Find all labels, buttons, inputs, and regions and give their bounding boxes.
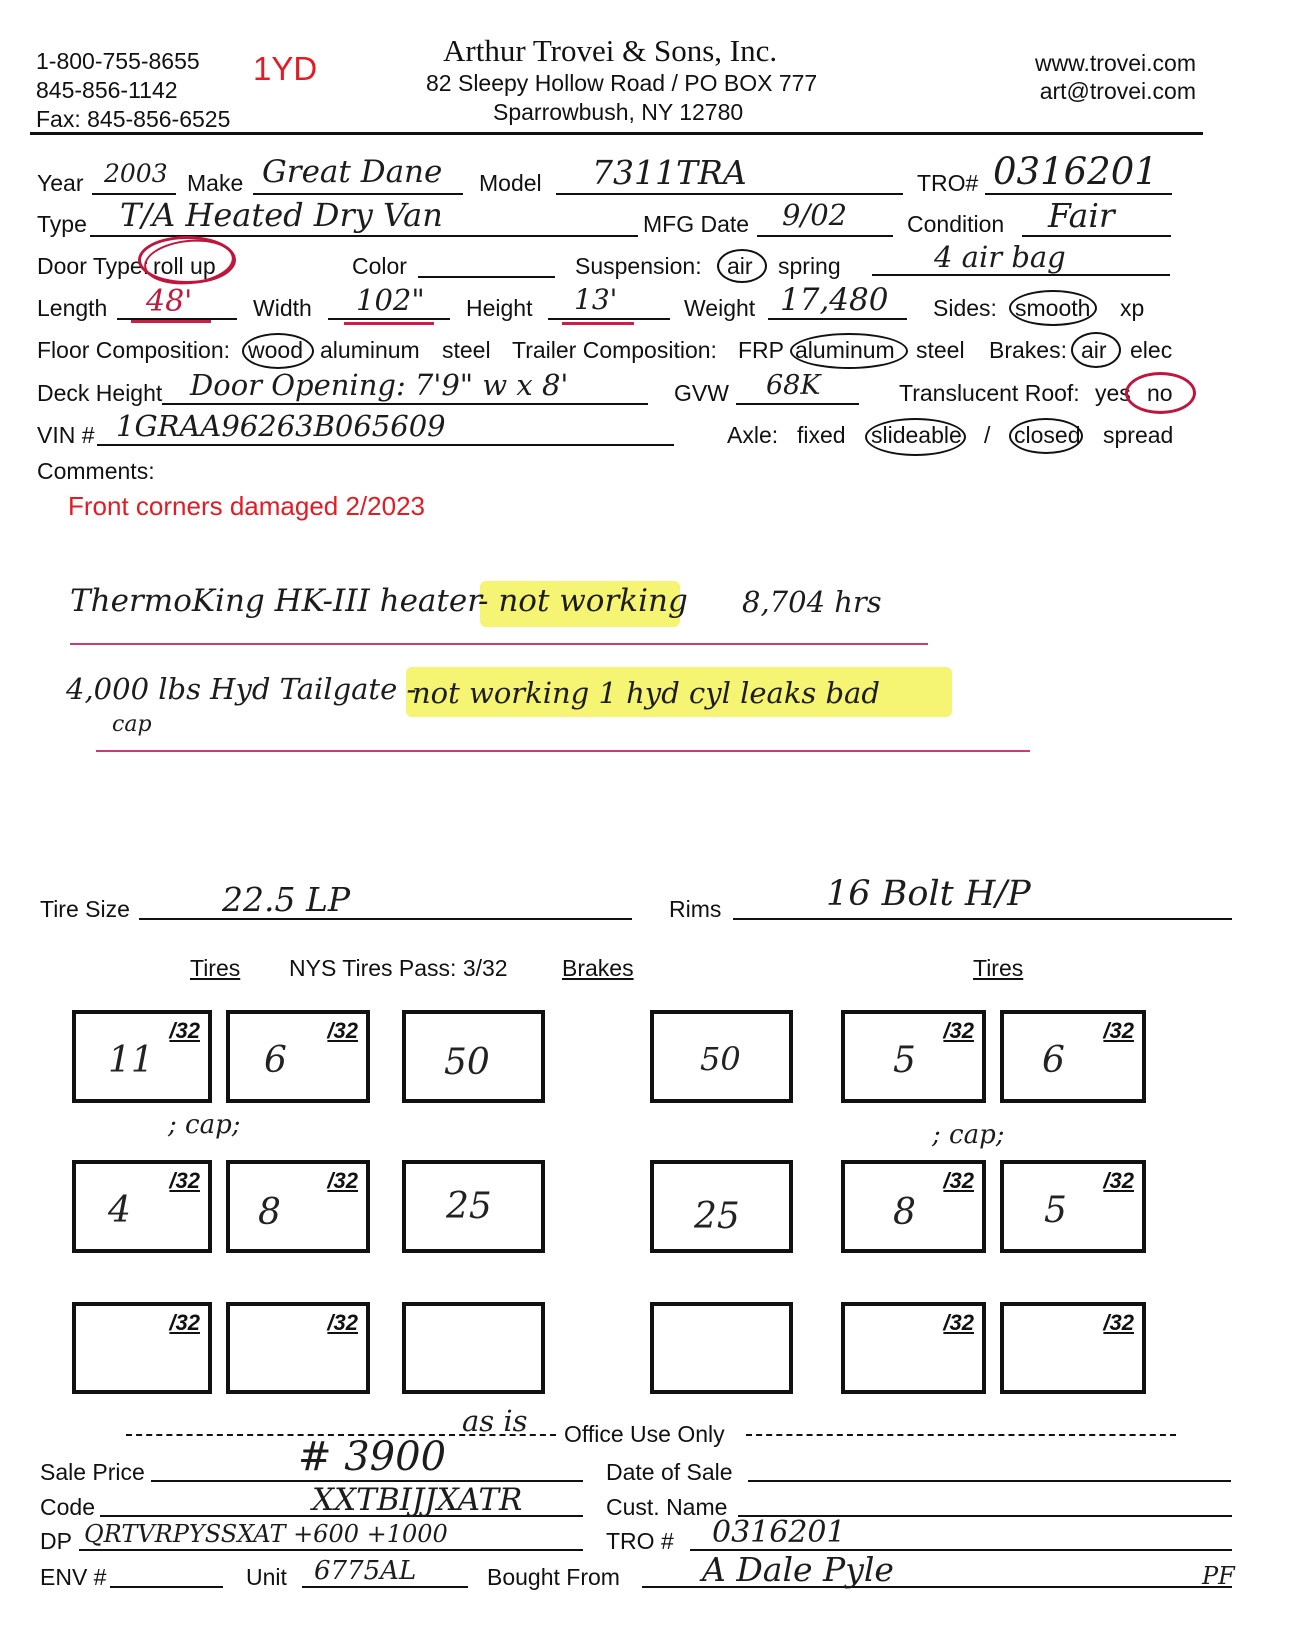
tire-size-line (139, 918, 632, 920)
date-of-sale-line (748, 1480, 1231, 1482)
condition-label: Condition (907, 211, 1005, 237)
sides-smooth-circle (1009, 290, 1097, 326)
tro-value: 0316201 (993, 150, 1158, 193)
unit-label: Unit (246, 1564, 287, 1590)
length-red-underline (131, 320, 211, 323)
nys-tires-pass: NYS Tires Pass: 3/32 (289, 955, 508, 981)
bought-from-label: Bought From (487, 1564, 620, 1590)
tro-office-label: TRO # (606, 1528, 674, 1554)
unit-line (302, 1586, 468, 1588)
tires-right-heading: Tires (973, 955, 1024, 981)
suspension-option-spring[interactable]: spring (778, 253, 841, 279)
brake-value: 25 (446, 1186, 492, 1227)
translucent-roof-label: Translucent Roof: (899, 380, 1080, 406)
condition-value: Fair (1048, 196, 1115, 235)
tread-fraction: /32 (327, 1168, 358, 1193)
type-value: T/A Heated Dry Van (120, 196, 443, 234)
roof-option-no[interactable]: no (1147, 380, 1173, 406)
height-value: 13' (574, 283, 618, 316)
length-label: Length (37, 295, 108, 321)
suspension-detail-value: 4 air bag (934, 240, 1066, 274)
phone-1: 1-800-755-8655 (36, 48, 200, 74)
header-divider (30, 132, 1203, 135)
axle-slideable-circle (865, 418, 966, 456)
trailer-option-aluminum[interactable]: aluminum (795, 337, 895, 363)
height-line (548, 318, 670, 320)
tire-box-r2-right-inner[interactable] (841, 1160, 986, 1253)
floor-composition-label: Floor Composition: (37, 337, 231, 363)
color-line (418, 276, 555, 278)
weight-value: 17,480 (780, 282, 889, 318)
rims-line (733, 918, 1232, 920)
tire-box-r2-left-outer[interactable] (72, 1160, 212, 1253)
phone-2: 845-856-1142 (36, 77, 178, 103)
comment-line-1b: - not working (478, 583, 688, 619)
height-red-underline (562, 322, 634, 325)
trailer-aluminum-circle (790, 333, 908, 369)
bought-from-value: A Dale Pyle (702, 1550, 894, 1589)
brake-box-r2-left[interactable] (402, 1160, 545, 1253)
roof-option-yes[interactable]: yes (1095, 380, 1131, 406)
fax-number: Fax: 845-856-6525 (36, 106, 231, 132)
sides-option-smooth[interactable]: smooth (1015, 295, 1091, 321)
width-line (328, 318, 450, 320)
tire-note-left: ; cap; (168, 1110, 241, 1140)
tread-fraction: /32 (1103, 1310, 1134, 1335)
dp-label: DP (40, 1528, 72, 1554)
office-divider-right (746, 1434, 1176, 1436)
rims-label: Rims (669, 896, 722, 922)
sides-option-xp[interactable]: xp (1120, 295, 1145, 321)
floor-option-steel[interactable]: steel (442, 337, 491, 363)
brakes-label: Brakes: (989, 337, 1067, 363)
unit-value: 6775AL (314, 1556, 417, 1586)
tire-box-r1-right-inner[interactable] (841, 1010, 986, 1103)
roof-no-circle (1125, 372, 1196, 414)
tread-value: 4 (108, 1190, 131, 1231)
suspension-option-air[interactable]: air (727, 253, 753, 279)
trailer-composition-label: Trailer Composition: (512, 337, 717, 363)
year-line (92, 193, 176, 195)
comment-line-2a: 4,000 lbs Hyd Tailgate - (66, 672, 417, 706)
length-value: 48' (146, 284, 193, 319)
floor-option-aluminum[interactable]: aluminum (320, 337, 420, 363)
mfg-date-value: 9/02 (782, 198, 848, 232)
model-value: 7311TRA (592, 153, 747, 192)
tire-size-value: 22.5 LP (222, 880, 351, 919)
gvw-value: 68K (766, 370, 821, 401)
year-value: 2003 (104, 159, 168, 188)
axle-option-fixed[interactable]: fixed (797, 422, 846, 448)
comment-line-2b: not working 1 hyd cyl leaks bad (412, 676, 880, 710)
tread-value: 5 (1044, 1190, 1067, 1231)
brakes-heading: Brakes (562, 955, 634, 981)
env-line (110, 1586, 223, 1588)
tread-fraction: /32 (169, 1310, 200, 1335)
tread-fraction: /32 (327, 1018, 358, 1043)
tires-left-heading: Tires (190, 955, 241, 981)
tire-note-right: ; cap; (932, 1120, 1005, 1150)
brakes-air-circle (1071, 332, 1121, 368)
gvw-line (736, 403, 859, 405)
comment-line-1c: 8,704 hrs (742, 585, 882, 619)
height-label: Height (466, 295, 533, 321)
width-label: Width (253, 295, 312, 321)
deck-height-line (162, 403, 648, 405)
tread-fraction: /32 (943, 1310, 974, 1335)
suspension-detail-line (872, 274, 1170, 276)
suspension-air-circle (717, 249, 767, 283)
tread-fraction: /32 (1103, 1018, 1134, 1043)
weight-line (768, 318, 907, 320)
comment-underline-2 (96, 750, 1030, 752)
make-line (253, 193, 463, 195)
brake-box-r2-right[interactable] (650, 1160, 793, 1253)
as-is-note: as is (462, 1404, 528, 1438)
brake-value: 25 (694, 1196, 740, 1237)
vin-label: VIN # (37, 422, 95, 448)
trailer-option-steel[interactable]: steel (916, 337, 965, 363)
make-value: Great Dane (262, 154, 443, 190)
typed-comment: Front corners damaged 2/2023 (68, 491, 425, 521)
tread-fraction: /32 (943, 1018, 974, 1043)
floor-option-wood[interactable]: wood (248, 337, 303, 363)
gvw-label: GVW (674, 380, 729, 406)
tread-value: 6 (1042, 1040, 1065, 1081)
office-use-only-label: Office Use Only (564, 1421, 725, 1447)
comment-underline-1 (70, 643, 928, 645)
floor-wood-circle (242, 333, 314, 369)
tread-fraction: /32 (327, 1310, 358, 1335)
suspension-label: Suspension: (575, 253, 702, 279)
weight-label: Weight (684, 295, 756, 321)
model-label: Model (479, 170, 542, 196)
company-email: art@trovei.com (1039, 78, 1196, 104)
width-red-underline (344, 322, 434, 325)
tire-box-r1-left-outer[interactable] (72, 1010, 212, 1103)
tread-fraction: /32 (169, 1168, 200, 1193)
tire-size-label: Tire Size (40, 896, 130, 922)
sale-price-value: # 3900 (298, 1434, 447, 1480)
tire-box-r2-right-outer[interactable] (1000, 1160, 1146, 1253)
tread-value: 8 (258, 1192, 281, 1233)
date-of-sale-label: Date of Sale (606, 1459, 733, 1485)
comment-line-1a: ThermoKing HK-III heater (70, 583, 483, 619)
tire-box-r3-right-outer[interactable] (1000, 1302, 1146, 1394)
brake-box-r3-right[interactable] (650, 1302, 793, 1394)
company-name: Arthur Trovei & Sons, Inc. (443, 33, 778, 68)
condition-line (1022, 235, 1171, 237)
brakes-option-air[interactable]: air (1081, 337, 1107, 363)
brakes-option-elec[interactable]: elec (1130, 337, 1173, 363)
rims-value: 16 Bolt H/P (826, 874, 1031, 914)
axle-closed-circle (1009, 418, 1083, 454)
tro-line (985, 193, 1172, 195)
mfg-date-label: MFG Date (643, 211, 750, 237)
tread-fraction: /32 (1103, 1168, 1134, 1193)
door-option-roll-up[interactable]: roll up (153, 253, 216, 279)
brake-value: 50 (444, 1042, 490, 1083)
dp-value: QRTVRPYSSXAT +600 +1000 (84, 1520, 448, 1548)
brake-box-r3-left[interactable] (402, 1302, 545, 1394)
cust-name-label: Cust. Name (606, 1494, 728, 1520)
tread-fraction: /32 (943, 1168, 974, 1193)
make-label: Make (187, 170, 244, 196)
axle-option-closed[interactable]: closed (1014, 422, 1081, 448)
env-label: ENV # (40, 1564, 107, 1590)
color-label: Color (352, 253, 407, 279)
door-type-label: Door Type: (37, 253, 150, 279)
code-value: XXTBIJJXATR (312, 1482, 523, 1518)
mfg-date-line (757, 235, 893, 237)
tread-value: 8 (893, 1192, 916, 1233)
tro-label: TRO# (917, 170, 979, 196)
dp-line (79, 1549, 583, 1551)
tread-fraction: /32 (169, 1018, 200, 1043)
company-address-line-1: 82 Sleepy Hollow Road / PO BOX 777 (426, 70, 818, 96)
model-line (556, 193, 903, 195)
tire-box-r2-left-inner[interactable] (226, 1160, 370, 1253)
axle-option-slideable[interactable]: slideable (871, 422, 962, 448)
sale-price-label: Sale Price (40, 1459, 145, 1485)
axle-option-spread[interactable]: spread (1103, 422, 1174, 448)
deck-height-label: Deck Height (37, 380, 163, 406)
tire-box-r3-right-inner[interactable] (841, 1302, 986, 1394)
axle-slash: / (984, 422, 991, 448)
company-address-line-2: Sparrowbush, NY 12780 (493, 99, 744, 125)
vin-line (97, 444, 674, 446)
axle-label: Axle: (727, 422, 779, 448)
vin-value: 1GRAA96263B065609 (116, 409, 446, 443)
tro-office-value: 0316201 (712, 1515, 846, 1550)
tread-value: 5 (893, 1040, 916, 1081)
year-label: Year (37, 170, 84, 196)
company-website: www.trovei.com (1034, 50, 1196, 76)
tire-box-r1-left-inner[interactable] (226, 1010, 370, 1103)
tire-box-r1-right-outer[interactable] (1000, 1010, 1146, 1103)
brake-box-r1-right[interactable] (650, 1010, 793, 1103)
comment-line-2c: cap (112, 712, 152, 737)
brake-value: 50 (700, 1040, 741, 1078)
initials: PF (1202, 1562, 1235, 1590)
tread-value: 11 (108, 1040, 154, 1081)
tread-value: 6 (264, 1040, 287, 1081)
unit-tag: 1YD (253, 50, 318, 87)
brake-box-r1-left[interactable] (402, 1010, 545, 1103)
type-label: Type (37, 211, 87, 237)
trailer-option-frp[interactable]: FRP (738, 337, 784, 363)
width-value: 102" (356, 283, 425, 317)
tire-box-r3-left-inner[interactable] (226, 1302, 370, 1394)
deck-height-value: Door Opening: 7'9" w x 8' (190, 368, 569, 402)
tire-box-r3-left-outer[interactable] (72, 1302, 212, 1394)
comments-label: Comments: (37, 458, 155, 484)
sides-label: Sides: (933, 295, 997, 321)
code-label: Code (40, 1494, 95, 1520)
